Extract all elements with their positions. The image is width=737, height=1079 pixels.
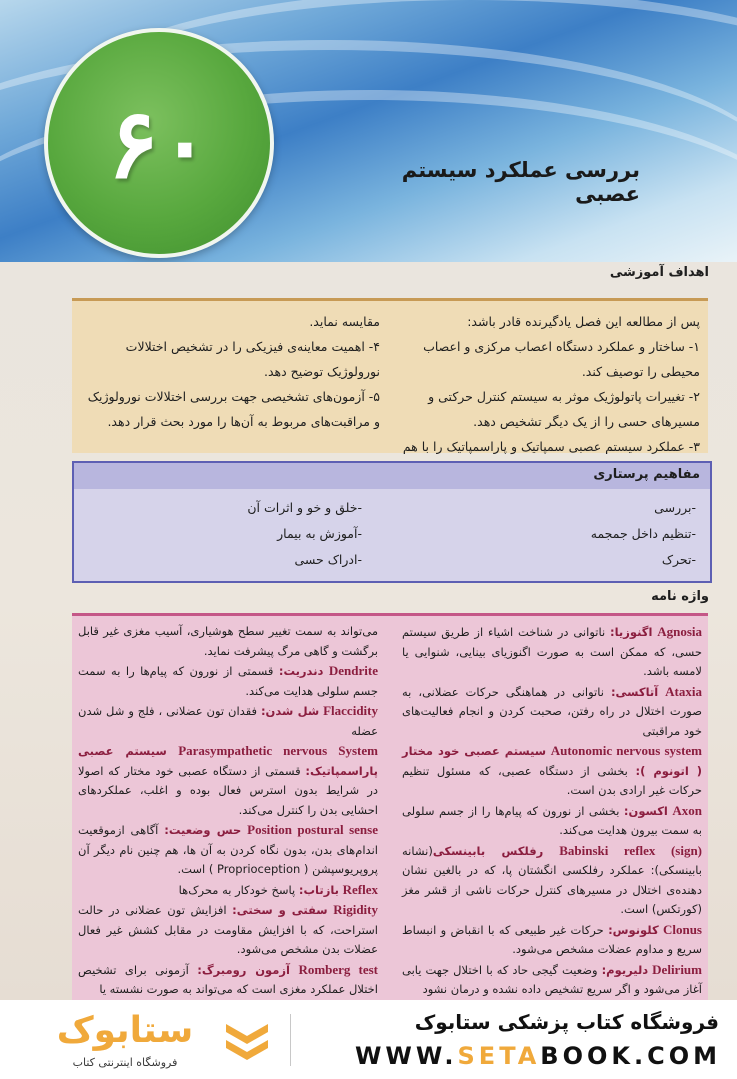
term-english: Reflex: [342, 881, 378, 897]
term-definition: می‌تواند به سمت تغییر سطح هوشیاری، آسیب مغزی غیر قابل برگشت و گاهی مرگ پیشرفت نماید.: [78, 624, 378, 658]
concept-item: -آموزش به بیمار: [277, 526, 362, 541]
term-persian: اگنوزیا:: [610, 625, 653, 639]
glossary-entry: [78, 960, 378, 1000]
glossary-column-left: [78, 622, 378, 1000]
term-definition: (نشانه بابینسکی): عملکرد رفلکسی انگشتان پا، که در بالغین نشان دهنده‌ی اختلال در مسیرهای کنترل حرکات ناشی از قشر مغز (کورتکس) است.: [402, 843, 702, 916]
glossary-entry: [78, 661, 378, 701]
objective-line: ۵- آزمون‌های تشخیصی جهت بررسی اختلالات نورولوژیک: [87, 389, 380, 404]
term-definition: قسمتی از نورون که پیام‌ها را به سمت جسم سلولی هدایت می‌کند.: [78, 664, 378, 698]
objective-line: ۲- تغییرات پاتولوژیک موثر به سیستم کنترل حرکتی و: [428, 389, 700, 404]
term-persian: بازتاب:: [298, 882, 339, 897]
objective-line: و مراقبت‌های مربوط به آن‌ها را مورد بحث قرار دهد.: [107, 414, 380, 429]
url-prefix: WWW.: [354, 1042, 458, 1070]
term-definition: پاسخ خودکار به محرک‌ها: [178, 882, 299, 897]
objectives-column-left: [80, 309, 380, 434]
term-persian: آتاکسی:: [610, 684, 659, 699]
glossary-entry: [78, 880, 378, 901]
glossary-entry: [402, 841, 702, 920]
objective-line: محیطی را توصیف کند.: [581, 364, 700, 379]
glossary-column-right: [402, 622, 702, 1000]
glossary-entry: [402, 682, 702, 742]
glossary-entry: [402, 741, 702, 801]
url-suffix: BOOK.COM: [540, 1042, 721, 1070]
url-accent: SETA: [457, 1042, 541, 1070]
chapter-number-badge: [44, 28, 274, 258]
objectives-column-right: [400, 309, 700, 459]
term-english: Clonus: [662, 921, 702, 937]
term-definition: قسمتی از دستگاه عصبی خود مختار که اصولا در شرایط بدون استرس فعال بوده و اغلب، عملکردهای احشایی بدن را کنترل می‌کند.: [78, 763, 378, 817]
term-english: Babinski reflex (sign): [559, 842, 702, 858]
term-persian: شل شدن:: [260, 704, 320, 718]
term-english: Autonomic nervous system: [550, 743, 703, 758]
term-persian: دلیریوم:: [601, 962, 649, 977]
glossary-box: [72, 613, 708, 1000]
chapter-number: ۶۰: [107, 86, 211, 200]
concept-item: -بررسی: [654, 500, 696, 515]
term-definition: بخشی از نورون که پیام‌ها را از جسم سلولی به سمت بیرون هدایت می‌کند.: [402, 803, 702, 837]
glossary-entry: [78, 622, 378, 661]
term-persian: سیستم عصبی پاراسمپاتیک:: [78, 744, 378, 778]
term-definition: بخشی از دستگاه عصبی، که مسئول تنظیم حرکات غیر ارادی بدن است.: [402, 763, 702, 797]
term-english: Agnosia: [657, 624, 703, 639]
footer-divider: [290, 1014, 291, 1066]
term-english: Romberg test: [298, 961, 378, 977]
objective-line: پس از مطالعه این فصل یادگیرنده قادر باشد:: [467, 314, 700, 329]
concept-item: -تحرک: [661, 552, 696, 567]
glossary-heading: واژه نامه: [651, 589, 709, 604]
term-english: Delirium: [652, 961, 702, 977]
chapter-banner: [0, 0, 737, 262]
objectives-box: [72, 298, 708, 453]
glossary-entry: [402, 920, 702, 960]
brand-tagline: فروشگاه اینترنتی کتاب: [72, 1056, 178, 1069]
glossary-entry: [78, 741, 378, 820]
brand-logo-text: ستابوک: [56, 1010, 194, 1051]
chevron-logo-icon: [222, 1018, 272, 1062]
objective-line: مسیرهای حسی را از یک دیگر تشخیص دهد.: [473, 414, 700, 429]
term-persian: سیستم عصبی خود مختار ( اتونوم ):: [402, 744, 703, 778]
term-definition: آگاهی ازموقعیت اندام‌های بدن، بدون نگاه کردن به آن ها، هم چنین نام دیگر آن پروپریوسپشن ( Proprioception ) است.: [78, 823, 378, 876]
nursing-concepts-header: [74, 463, 710, 489]
term-english: Rigidity: [333, 902, 378, 917]
concept-item: -ادراک حسی: [294, 552, 362, 567]
store-title: فروشگاه کتاب پزشکی ستابوک: [414, 1010, 719, 1034]
store-footer: [0, 1000, 737, 1079]
term-definition: حرکات غیر طبیعی که با انقباض و انبساط سریع و مداوم عضلات مشخص می‌شود.: [402, 922, 702, 956]
objective-line: نورولوژیک توضیح دهد.: [263, 364, 380, 379]
glossary-entry: [402, 960, 702, 1000]
glossary-entry: [78, 820, 378, 880]
objective-line: مقایسه نماید.: [309, 314, 380, 329]
nursing-concepts-heading: مفاهیم پرستاری: [593, 467, 700, 482]
concepts-column-right: [416, 495, 696, 573]
term-english: Ataxia: [665, 683, 702, 699]
term-definition: ناتوانی در شناخت اشیاء از طریق سیستم حسی، که ممکن است به صورت اگنوزیای بینایی، شنوایی یا لامسه باشد.: [402, 625, 702, 678]
term-english: Parasympathetic nervous System: [178, 743, 378, 758]
chapter-title: بررسی عملکرد سیستم عصبی: [401, 158, 640, 206]
term-definition: فقدان تون عضلانی ، فلج و شل شدن عضله: [78, 704, 378, 738]
concept-item: -خلق و خو و اثرات آن: [247, 500, 362, 515]
term-definition: آزمونی برای تشخیص اختلال عملکرد مغزی است که می‌تواند به صورت نشسته یا: [78, 962, 378, 996]
concept-item: -تنظیم داخل جمجمه: [590, 526, 696, 541]
objective-line: ۱- ساختار و عملکرد دستگاه اعصاب مرکزی و اعصاب: [423, 339, 700, 354]
term-persian: کلونوس:: [608, 922, 659, 937]
objective-line: ۴- اهمیت معاینه‌ی فیزیکی را در تشخیص اختلالات: [125, 339, 380, 354]
term-definition: وضعیت گیجی حاد که با اختلال جهت یابی آغاز می‌شود و اگر سریع تشخیص داده نشده و درمان نشود: [402, 962, 702, 996]
objectives-heading: اهداف آموزشی: [609, 265, 709, 280]
term-persian: رفلکس بابینسکی: [432, 843, 544, 858]
term-persian: آزمون رومبرگ:: [197, 962, 290, 977]
glossary-entry: [402, 622, 702, 682]
term-english: Position postural sense: [247, 822, 378, 837]
concepts-column-left: [112, 495, 362, 573]
store-url[interactable]: [355, 1042, 721, 1070]
term-persian: اکسون:: [623, 803, 668, 818]
glossary-entry: [402, 801, 702, 841]
term-english: Dendrite: [328, 663, 378, 678]
term-definition: ناتوانی در هماهنگی حرکات عضلانی، به صورت اختلال در راه رفتن، صحبت کردن و انجام فعالیت‌های خود مراقبتی: [402, 684, 702, 738]
objective-line: ۳- عملکرد سیستم عصبی سمپاتیک و پاراسمپاتیک را با هم: [402, 439, 700, 454]
term-persian: دندریت:: [278, 664, 324, 678]
term-definition: افزایش تون عضلانی در حالت استراحت، که با افزایش مقاومت در مقابل کشش غیر فعال عضلات بدن مشخص می‌شود.: [78, 903, 378, 956]
glossary-entry: [78, 701, 378, 741]
nursing-concepts-box: [72, 461, 712, 583]
term-english: Flaccidity: [323, 703, 378, 718]
term-english: Axon: [672, 802, 702, 818]
glossary-entry: [78, 900, 378, 960]
term-persian: سفتی و سختی:: [232, 903, 328, 917]
term-persian: حس وضعیت:: [164, 823, 242, 837]
